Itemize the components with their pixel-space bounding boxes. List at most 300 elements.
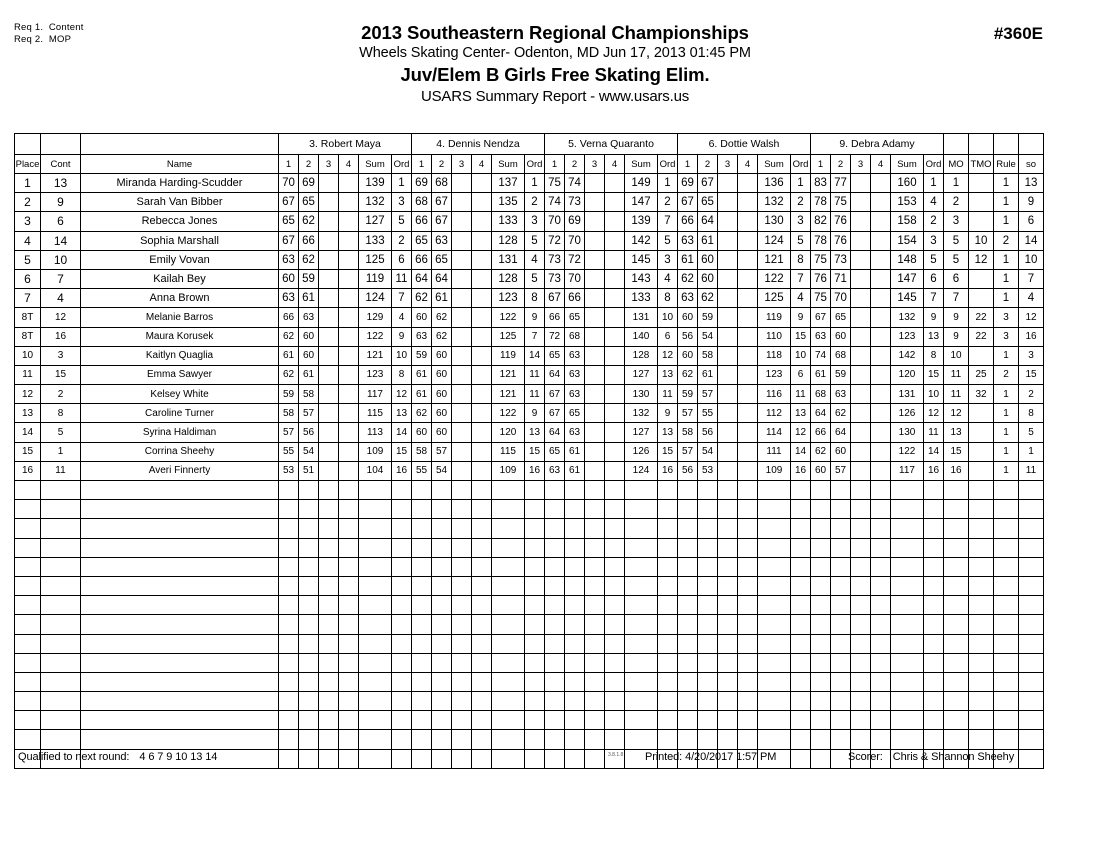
- cell-cont: 1: [41, 442, 81, 461]
- cell-judge3-score1: 65: [545, 346, 565, 365]
- cell-rule: [994, 596, 1019, 615]
- cell-judge1-sum: [359, 596, 392, 615]
- cell-judge4-score4: [738, 461, 758, 480]
- cell-place: [15, 596, 41, 615]
- cell-judge1-score3: [319, 730, 339, 749]
- cell-judge5-score4: [871, 193, 891, 212]
- cell-judge3-score3: [585, 174, 605, 193]
- cell-judge3-score4: [605, 346, 625, 365]
- cell-judge2-score1: [412, 634, 432, 653]
- cell-judge2-score3: [452, 346, 472, 365]
- cell-so: [1019, 481, 1044, 500]
- cell-tmo: [969, 576, 994, 595]
- cell-judge3-score4: [605, 576, 625, 595]
- cell-rule: 3: [994, 308, 1019, 327]
- cell-rule: [994, 634, 1019, 653]
- column-header-judge3-score1: 1: [545, 155, 565, 174]
- cell-judge2-score2: [432, 711, 452, 730]
- cell-rule: [994, 692, 1019, 711]
- cell-judge1-score4: [339, 500, 359, 519]
- cell-mo: [944, 481, 969, 500]
- cell-rule: [994, 576, 1019, 595]
- cell-judge4-ord: 16: [791, 461, 811, 480]
- cell-judge1-score4: [339, 308, 359, 327]
- cell-judge4-sum: 121: [758, 250, 791, 269]
- cell-judge2-score1: [412, 672, 432, 691]
- cell-rule: 3: [994, 327, 1019, 346]
- cell-judge3-ord: [658, 500, 678, 519]
- cell-tmo: [969, 404, 994, 423]
- cell-judge3-sum: 130: [625, 385, 658, 404]
- cell-place: [15, 653, 41, 672]
- cell-judge5-sum: 147: [891, 269, 924, 288]
- cell-judge2-score4: [472, 653, 492, 672]
- cell-judge3-score3: [585, 423, 605, 442]
- cell-judge3-sum: 133: [625, 289, 658, 308]
- cell-judge4-sum: [758, 557, 791, 576]
- cell-judge5-ord: [924, 730, 944, 749]
- cell-judge4-score2: [698, 730, 718, 749]
- column-header-row: [15, 155, 1044, 174]
- cell-mo: 11: [944, 365, 969, 384]
- cell-judge3-score4: [605, 596, 625, 615]
- cell-judge3-ord: 5: [658, 231, 678, 250]
- cell-judge5-score3: [851, 193, 871, 212]
- judge-header-2: 4. Dennis Nendza: [412, 134, 545, 155]
- band-spacer-name: [81, 134, 279, 155]
- cell-judge3-score3: [585, 730, 605, 749]
- cell-judge5-score4: [871, 346, 891, 365]
- table-row: [15, 423, 1044, 442]
- cell-judge2-score1: 64: [412, 269, 432, 288]
- cell-skater-name: [81, 692, 279, 711]
- cell-judge2-score3: [452, 308, 472, 327]
- table-row-empty: [15, 730, 1044, 749]
- column-header-judge5-sum: Sum: [891, 155, 924, 174]
- cell-rule: [994, 519, 1019, 538]
- cell-judge1-ord: 4: [392, 308, 412, 327]
- cell-place: 10: [15, 346, 41, 365]
- cell-judge2-sum: [492, 615, 525, 634]
- cell-judge3-sum: 127: [625, 423, 658, 442]
- cell-judge4-score3: [718, 596, 738, 615]
- cell-judge5-score1: 76: [811, 269, 831, 288]
- cell-judge4-score4: [738, 692, 758, 711]
- cell-judge4-sum: 116: [758, 385, 791, 404]
- cell-judge5-score2: 76: [831, 231, 851, 250]
- cell-judge1-sum: [359, 692, 392, 711]
- cell-judge4-ord: [791, 596, 811, 615]
- cell-judge2-score2: [432, 596, 452, 615]
- cell-mo: [944, 519, 969, 538]
- cell-place: [15, 634, 41, 653]
- cell-judge2-score3: [452, 481, 472, 500]
- cell-judge1-score2: 65: [299, 193, 319, 212]
- column-header-judge2-score1: 1: [412, 155, 432, 174]
- cell-judge2-ord: 3: [525, 212, 545, 231]
- cell-judge4-ord: [791, 730, 811, 749]
- cell-judge2-score1: 69: [412, 174, 432, 193]
- cell-judge5-ord: 15: [924, 365, 944, 384]
- cell-judge1-score1: [279, 557, 299, 576]
- cell-judge5-sum: 131: [891, 385, 924, 404]
- cell-so: 14: [1019, 231, 1044, 250]
- cell-judge1-ord: 13: [392, 404, 412, 423]
- cell-judge2-ord: 9: [525, 308, 545, 327]
- cell-cont: [41, 730, 81, 749]
- cell-judge1-score3: [319, 269, 339, 288]
- cell-judge5-score1: [811, 576, 831, 595]
- cell-tmo: [969, 423, 994, 442]
- cell-so: 15: [1019, 365, 1044, 384]
- cell-judge4-ord: [791, 481, 811, 500]
- cell-judge2-score4: [472, 174, 492, 193]
- cell-judge5-sum: [891, 500, 924, 519]
- qualified-numbers: 4 6 7 9 10 13 14: [139, 751, 218, 763]
- cell-cont: [41, 692, 81, 711]
- cell-judge3-score4: [605, 193, 625, 212]
- cell-judge3-score3: [585, 308, 605, 327]
- cell-judge2-score4: [472, 519, 492, 538]
- cell-judge3-score4: [605, 653, 625, 672]
- cell-judge3-score1: 75: [545, 174, 565, 193]
- cell-judge5-score1: 63: [811, 327, 831, 346]
- column-header-judge3-score4: 4: [605, 155, 625, 174]
- cell-judge3-score2: [565, 730, 585, 749]
- cell-judge1-sum: 113: [359, 423, 392, 442]
- cell-judge4-score3: [718, 289, 738, 308]
- cell-judge5-score3: [851, 615, 871, 634]
- cell-judge1-ord: 15: [392, 442, 412, 461]
- cell-judge3-score2: [565, 596, 585, 615]
- cell-judge2-sum: 135: [492, 193, 525, 212]
- cell-judge2-sum: [492, 730, 525, 749]
- column-header-cont: Cont: [41, 155, 81, 174]
- cell-judge2-score2: 62: [432, 327, 452, 346]
- cell-judge4-score2: 55: [698, 404, 718, 423]
- cell-judge3-score3: [585, 404, 605, 423]
- cell-so: [1019, 615, 1044, 634]
- cell-cont: 10: [41, 250, 81, 269]
- cell-rule: 1: [994, 269, 1019, 288]
- cell-judge5-score4: [871, 365, 891, 384]
- cell-judge4-score2: [698, 692, 718, 711]
- cell-judge1-score1: [279, 730, 299, 749]
- cell-judge5-score4: [871, 557, 891, 576]
- version-stamp: 3.8.1.8: [608, 752, 624, 758]
- cell-judge1-score2: [299, 711, 319, 730]
- cell-judge4-score4: [738, 308, 758, 327]
- cell-judge2-score2: 60: [432, 385, 452, 404]
- cell-judge5-sum: [891, 634, 924, 653]
- cell-judge2-ord: 9: [525, 404, 545, 423]
- cell-judge4-score4: [738, 346, 758, 365]
- column-header-judge5-score2: 2: [831, 155, 851, 174]
- cell-rule: [994, 711, 1019, 730]
- cell-judge1-score2: 62: [299, 250, 319, 269]
- cell-judge1-score2: 58: [299, 385, 319, 404]
- cell-judge2-score4: [472, 634, 492, 653]
- cell-judge5-sum: [891, 519, 924, 538]
- cell-skater-name: [81, 634, 279, 653]
- cell-tmo: 22: [969, 308, 994, 327]
- cell-judge5-score4: [871, 289, 891, 308]
- cell-judge2-score1: 65: [412, 231, 432, 250]
- cell-judge2-score2: [432, 653, 452, 672]
- cell-judge4-sum: 123: [758, 365, 791, 384]
- table-row: [15, 365, 1044, 384]
- cell-judge4-score4: [738, 519, 758, 538]
- cell-judge1-score3: [319, 596, 339, 615]
- cell-judge2-score2: [432, 615, 452, 634]
- cell-judge5-sum: [891, 730, 924, 749]
- cell-judge1-score2: 60: [299, 346, 319, 365]
- scorer-label: Scorer:: [848, 751, 883, 763]
- cell-judge5-score1: 75: [811, 250, 831, 269]
- cell-judge1-score1: 53: [279, 461, 299, 480]
- cell-judge5-score4: [871, 653, 891, 672]
- cell-judge4-ord: 4: [791, 289, 811, 308]
- cell-tmo: 12: [969, 250, 994, 269]
- cell-tmo: [969, 212, 994, 231]
- cell-judge1-score4: [339, 231, 359, 250]
- cell-judge3-score1: 73: [545, 250, 565, 269]
- cell-judge1-score4: [339, 269, 359, 288]
- cell-judge4-ord: [791, 576, 811, 595]
- cell-judge3-ord: 4: [658, 269, 678, 288]
- cell-judge4-score2: 64: [698, 212, 718, 231]
- cell-judge5-score3: [851, 538, 871, 557]
- cell-cont: [41, 615, 81, 634]
- cell-judge5-sum: [891, 576, 924, 595]
- cell-judge1-ord: [392, 634, 412, 653]
- cell-judge4-score1: 66: [678, 212, 698, 231]
- cell-judge4-sum: [758, 538, 791, 557]
- cell-judge4-score3: [718, 212, 738, 231]
- cell-judge1-score4: [339, 538, 359, 557]
- cell-judge5-score3: [851, 653, 871, 672]
- cell-judge5-score1: [811, 538, 831, 557]
- cell-judge4-score4: [738, 481, 758, 500]
- cell-judge2-score4: [472, 385, 492, 404]
- cell-judge2-score4: [472, 365, 492, 384]
- cell-judge4-score3: [718, 711, 738, 730]
- cell-judge1-ord: 16: [392, 461, 412, 480]
- page-header: [0, 0, 1100, 128]
- cell-judge1-score1: 55: [279, 442, 299, 461]
- cell-rule: 1: [994, 461, 1019, 480]
- cell-judge2-ord: 13: [525, 423, 545, 442]
- cell-judge2-ord: [525, 557, 545, 576]
- cell-judge4-score3: [718, 481, 738, 500]
- cell-judge3-score4: [605, 231, 625, 250]
- cell-judge2-sum: [492, 634, 525, 653]
- cell-judge5-score4: [871, 576, 891, 595]
- cell-judge3-score4: [605, 385, 625, 404]
- cell-judge2-score2: [432, 538, 452, 557]
- cell-judge2-score2: 62: [432, 308, 452, 327]
- band-spacer-cont: [41, 134, 81, 155]
- cell-judge3-sum: 128: [625, 346, 658, 365]
- cell-judge3-score2: 65: [565, 404, 585, 423]
- cell-judge1-score3: [319, 250, 339, 269]
- cell-judge5-ord: [924, 653, 944, 672]
- cell-judge5-sum: [891, 538, 924, 557]
- cell-judge4-score1: [678, 481, 698, 500]
- cell-judge1-score1: [279, 500, 299, 519]
- cell-judge4-sum: 111: [758, 442, 791, 461]
- cell-judge5-ord: 7: [924, 289, 944, 308]
- cell-judge2-score2: 64: [432, 269, 452, 288]
- cell-judge2-sum: [492, 596, 525, 615]
- cell-judge2-score2: 67: [432, 193, 452, 212]
- cell-tmo: [969, 269, 994, 288]
- cell-judge1-score2: 61: [299, 365, 319, 384]
- cell-judge5-score3: [851, 634, 871, 653]
- cell-judge1-score3: [319, 423, 339, 442]
- cell-judge1-score2: 61: [299, 289, 319, 308]
- cell-judge3-score3: [585, 212, 605, 231]
- cell-judge2-score4: [472, 730, 492, 749]
- cell-judge2-score4: [472, 461, 492, 480]
- cell-judge5-ord: 12: [924, 404, 944, 423]
- cell-place: 12: [15, 385, 41, 404]
- qualified-label: Qualified to next round:: [18, 751, 130, 763]
- cell-judge1-ord: 9: [392, 327, 412, 346]
- cell-mo: [944, 596, 969, 615]
- cell-judge5-score3: [851, 385, 871, 404]
- cell-judge4-ord: 14: [791, 442, 811, 461]
- cell-judge4-score3: [718, 193, 738, 212]
- cell-so: [1019, 538, 1044, 557]
- cell-judge4-sum: [758, 692, 791, 711]
- cell-judge1-score1: [279, 576, 299, 595]
- cell-judge3-score2: 63: [565, 423, 585, 442]
- cell-judge1-score2: 66: [299, 231, 319, 250]
- cell-judge2-score3: [452, 634, 472, 653]
- cell-judge3-score1: [545, 692, 565, 711]
- cell-judge2-score3: [452, 250, 472, 269]
- cell-judge1-score2: 63: [299, 308, 319, 327]
- cell-place: 13: [15, 404, 41, 423]
- printed-label: Printed:: [645, 751, 683, 763]
- cell-judge1-score2: [299, 500, 319, 519]
- cell-judge1-sum: [359, 615, 392, 634]
- cell-judge1-ord: [392, 481, 412, 500]
- printed-timestamp: [645, 751, 776, 763]
- cell-judge3-ord: 11: [658, 385, 678, 404]
- cell-judge5-score4: [871, 212, 891, 231]
- cell-judge1-sum: [359, 730, 392, 749]
- cell-judge1-score2: 56: [299, 423, 319, 442]
- cell-judge2-score3: [452, 327, 472, 346]
- cell-judge4-score1: 69: [678, 174, 698, 193]
- cell-judge4-ord: [791, 653, 811, 672]
- cell-judge5-score3: [851, 711, 871, 730]
- cell-judge5-sum: [891, 711, 924, 730]
- cell-judge2-score2: 68: [432, 174, 452, 193]
- cell-judge4-ord: 8: [791, 250, 811, 269]
- cell-judge4-score4: [738, 538, 758, 557]
- cell-judge4-score1: 61: [678, 250, 698, 269]
- cell-skater-name: [81, 596, 279, 615]
- cell-judge4-score1: [678, 615, 698, 634]
- cell-judge4-score4: [738, 423, 758, 442]
- cell-skater-name: Anna Brown: [81, 289, 279, 308]
- cell-judge3-score3: [585, 193, 605, 212]
- cell-judge5-score3: [851, 596, 871, 615]
- cell-judge5-score4: [871, 538, 891, 557]
- cell-judge4-score1: [678, 634, 698, 653]
- cell-judge1-sum: 109: [359, 442, 392, 461]
- cell-judge1-score1: 60: [279, 269, 299, 288]
- cell-judge1-ord: [392, 615, 412, 634]
- cell-judge2-score2: [432, 576, 452, 595]
- cell-judge2-score1: [412, 481, 432, 500]
- cell-judge3-sum: [625, 481, 658, 500]
- cell-judge1-score4: [339, 672, 359, 691]
- cell-place: 8T: [15, 308, 41, 327]
- cell-judge2-sum: 122: [492, 404, 525, 423]
- cell-judge2-ord: 1: [525, 174, 545, 193]
- cell-rule: 1: [994, 212, 1019, 231]
- cell-judge1-sum: 132: [359, 193, 392, 212]
- cell-judge3-score2: 73: [565, 193, 585, 212]
- cell-judge1-score1: 62: [279, 365, 299, 384]
- cell-judge1-score2: [299, 692, 319, 711]
- cell-judge3-score4: [605, 327, 625, 346]
- cell-judge3-score1: [545, 653, 565, 672]
- cell-judge1-score4: [339, 193, 359, 212]
- cell-tmo: [969, 615, 994, 634]
- cell-judge5-ord: 5: [924, 250, 944, 269]
- cell-judge2-ord: [525, 576, 545, 595]
- cell-judge1-ord: [392, 500, 412, 519]
- cell-judge2-score2: 65: [432, 250, 452, 269]
- cell-tmo: [969, 289, 994, 308]
- cell-place: 6: [15, 269, 41, 288]
- cell-judge4-score2: 61: [698, 231, 718, 250]
- column-header-judge2-score2: 2: [432, 155, 452, 174]
- cell-judge5-sum: 126: [891, 404, 924, 423]
- cell-judge1-score2: 57: [299, 404, 319, 423]
- division-title: Juv/Elem B Girls Free Skating Elim.: [400, 64, 710, 85]
- cell-so: 3: [1019, 346, 1044, 365]
- cell-place: [15, 692, 41, 711]
- cell-judge5-sum: 120: [891, 365, 924, 384]
- table-row: [15, 442, 1044, 461]
- cell-judge2-score1: 59: [412, 346, 432, 365]
- cell-judge2-score1: 66: [412, 212, 432, 231]
- cell-judge2-ord: 14: [525, 346, 545, 365]
- cell-judge5-ord: [924, 500, 944, 519]
- cell-so: [1019, 557, 1044, 576]
- cell-judge1-ord: 1: [392, 174, 412, 193]
- cell-judge3-score1: [545, 730, 565, 749]
- cell-judge3-sum: [625, 634, 658, 653]
- cell-judge3-score3: [585, 327, 605, 346]
- cell-judge3-score3: [585, 653, 605, 672]
- cell-place: 4: [15, 231, 41, 250]
- cell-judge5-score4: [871, 711, 891, 730]
- cell-skater-name: [81, 576, 279, 595]
- cell-judge5-score4: [871, 174, 891, 193]
- cell-judge3-score4: [605, 481, 625, 500]
- cell-judge2-score2: [432, 519, 452, 538]
- cell-judge2-sum: 137: [492, 174, 525, 193]
- cell-mo: 3: [944, 212, 969, 231]
- cell-cont: 16: [41, 327, 81, 346]
